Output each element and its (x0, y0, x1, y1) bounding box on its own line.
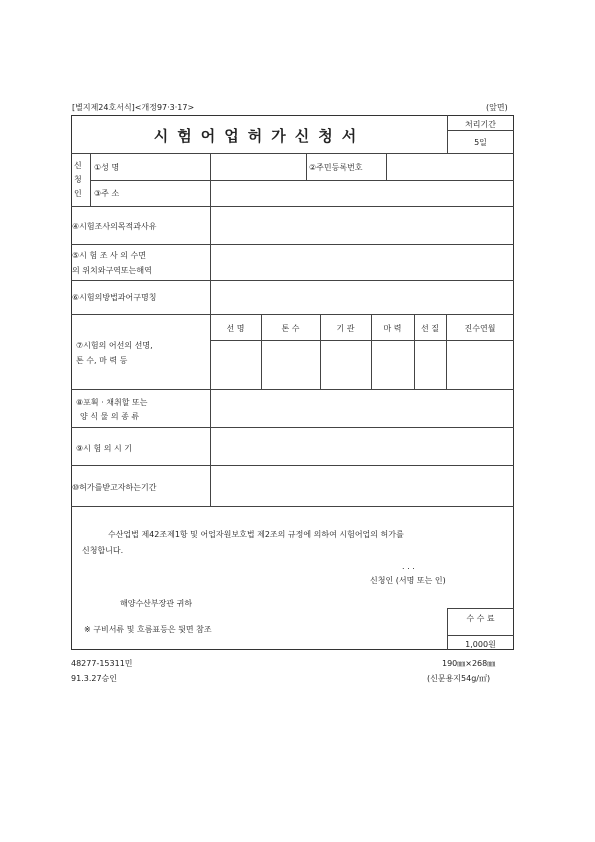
catch-species-field[interactable] (211, 390, 513, 426)
vessel-horsepower-cell[interactable] (372, 341, 413, 388)
vessel-col-name: 선 명 (226, 324, 245, 333)
attachment-note: ※ 구비서류 및 흐름표등은 뒷면 참조 (84, 625, 212, 634)
permit-period-label: ⑩허가를받고자하는기간 (72, 483, 157, 492)
method-label: ⑥시험의방법과어구명칭 (72, 293, 157, 302)
catch-label-line1: ⑧포획 · 채취할 또는 (76, 398, 148, 407)
processing-period-label: 처리기간 (465, 120, 496, 129)
declaration-body-line1: 수산업법 제42조제1항 및 어업자원보호법 제2조의 규정에 의하여 시험어업의 허가를 (108, 530, 404, 539)
address-field[interactable] (211, 181, 513, 205)
vessel-tonnage-cell[interactable] (262, 341, 319, 388)
name-label: ①성 명 (94, 163, 120, 172)
vessel-col-hull: 선 질 (421, 324, 439, 333)
addressee: 해양수산부장관 귀하 (120, 599, 193, 608)
applicant-group-char: 인 (74, 189, 82, 198)
method-field[interactable] (211, 281, 513, 313)
form-code: 48277-15311민 (71, 659, 133, 668)
area-label-line2: 의 위치와구역또는해역 (72, 266, 152, 275)
divider (447, 635, 514, 636)
approval-date: 91.3.27승인 (71, 674, 117, 683)
divider (447, 608, 514, 609)
catch-label-line2: 양 식 물 의 종 류 (80, 412, 140, 421)
vessel-label-line1: ⑦시험의 어선의 선명, (76, 341, 153, 350)
form-title: 시험어업허가신청서 (153, 127, 366, 145)
vessel-col-horsepower: 마 력 (383, 324, 402, 333)
permit-period-field[interactable] (211, 466, 513, 505)
vessel-hull-cell[interactable] (415, 341, 445, 388)
applicant-group-char: 신 (74, 161, 82, 170)
divider (71, 506, 514, 507)
vessel-col-engine: 기 관 (336, 324, 355, 333)
period-field[interactable] (211, 428, 513, 464)
name-field[interactable] (211, 154, 305, 179)
area-label-line1: ⑤시 험 조 사 의 수면 (72, 251, 146, 260)
vessel-engine-cell[interactable] (321, 341, 370, 388)
vessel-launch-date-cell[interactable] (447, 341, 513, 388)
paper-size: 190㎜×268㎜ (442, 659, 496, 668)
purpose-field[interactable] (211, 207, 513, 243)
divider (306, 153, 307, 180)
purpose-label: ④시험조사의목적과사유 (72, 222, 157, 231)
page-side-label: (앞면) (486, 103, 508, 112)
applicant-group-char: 청 (74, 175, 82, 184)
rrn-label: ②주민등록번호 (309, 163, 363, 172)
declaration-body-line2: 신청합니다. (82, 546, 124, 555)
applicant-signature: 신청인 (서명 또는 인) (370, 576, 446, 585)
divider (71, 314, 514, 315)
fee-label: 수 수 료 (466, 614, 495, 623)
address-label: ③주 소 (94, 189, 120, 198)
vessel-col-tonnage: 톤 수 (281, 324, 300, 333)
paper-type: (신문용지54g/㎡) (427, 674, 491, 683)
date-placeholder: . . . (402, 562, 415, 571)
vessel-label-line2: 톤 수, 마 력 등 (76, 356, 128, 365)
rrn-field[interactable] (387, 154, 513, 179)
vessel-col-launch-date: 진수연월 (464, 324, 496, 333)
form-number: [별지제24호서식]<개정97·3·17> (72, 103, 195, 112)
fee-value: 1,000원 (465, 640, 496, 649)
divider (447, 130, 514, 131)
period-label: ⑨시 험 의 시 기 (76, 444, 132, 453)
processing-period-value: 5일 (474, 138, 487, 147)
area-field[interactable] (211, 245, 513, 279)
vessel-name-cell[interactable] (211, 341, 260, 388)
